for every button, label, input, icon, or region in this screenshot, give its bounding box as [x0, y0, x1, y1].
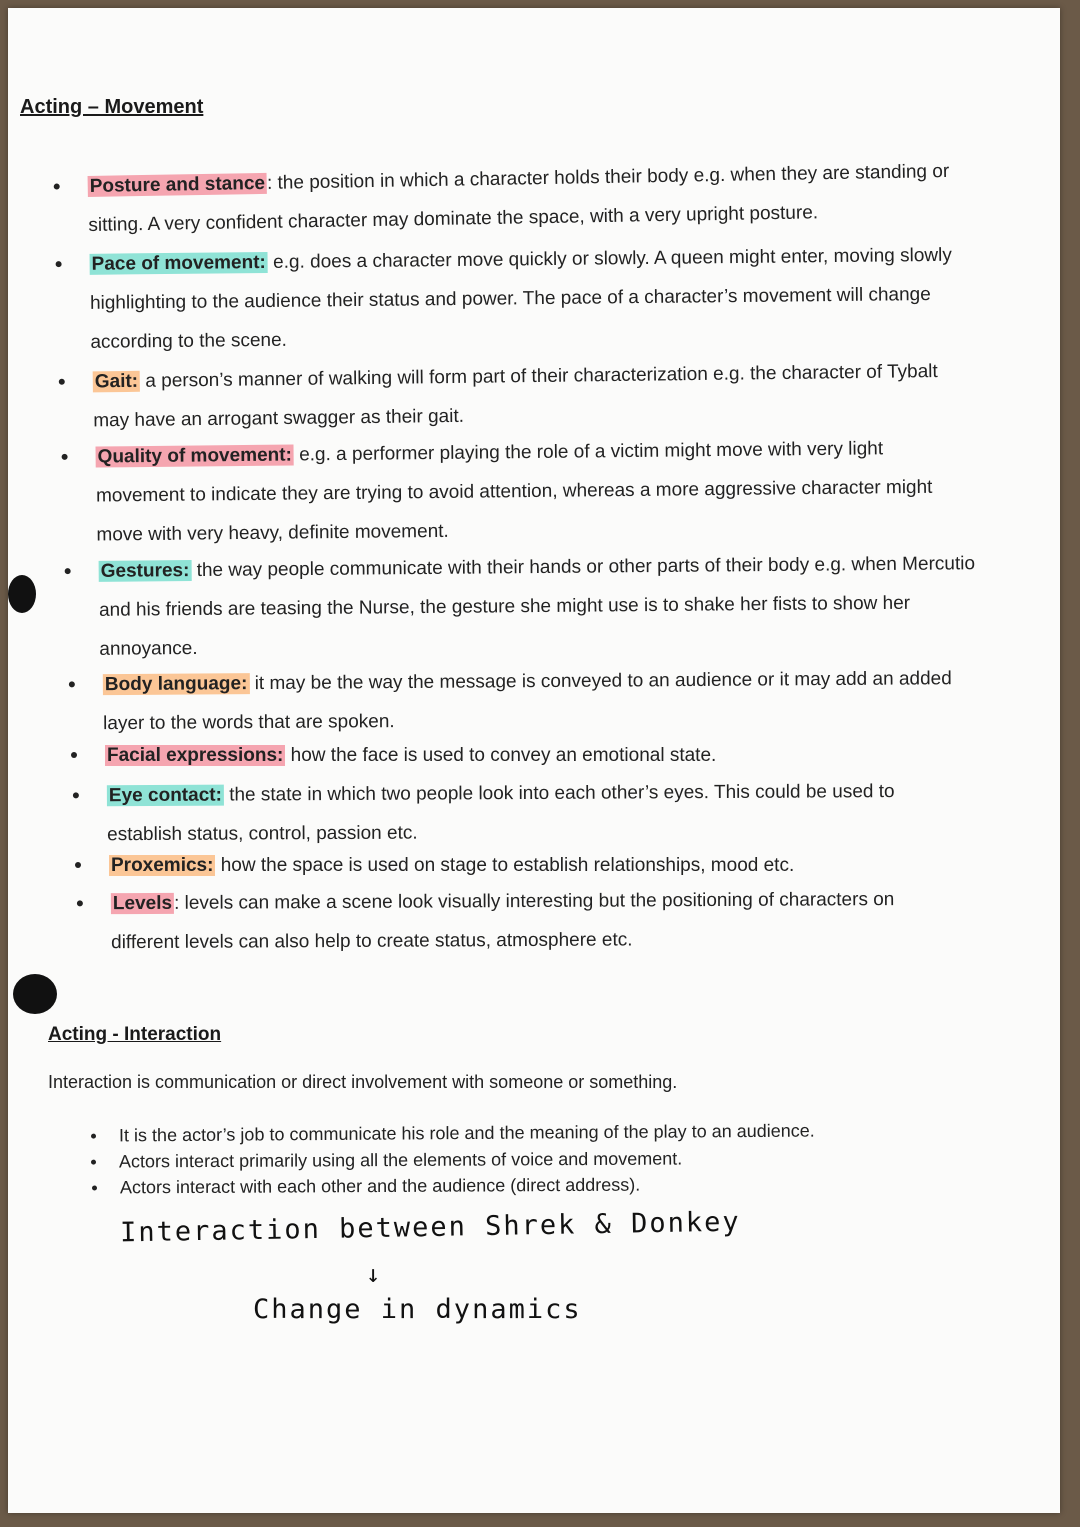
definition-gestures: the way people communicate with their hands or other parts of their body e.g. when Mercutio and his friends are teasing the Nurse, the gesture she might use is to shake her fists to show her annoyance. [98, 553, 976, 660]
interaction-heading: Acting - Interaction [48, 1024, 222, 1045]
definition-gait: a person’s manner of walking will form part of their characterization e.g. the character of Tybalt may have an arrogant swagger as their gait. [93, 361, 938, 432]
term-posture-and-stance: Posture and stance [89, 172, 266, 197]
movement-item-body-language [103, 659, 999, 743]
movement-item-pace [89, 235, 1010, 362]
definition-quality-of-movement: e.g. a performer playing the role of a victim might move with very light movement to indicate they are trying to avoid attention, whereas a more aggressive character might move with very heavy, definite movement. [95, 438, 933, 546]
movement-item-gait [93, 352, 974, 441]
term-facial-expressions: Facial expressions: [107, 745, 284, 766]
definition-levels: : levels can make a scene look visually interesting but the positioning of characters on different levels can also help to create status, atmosphere etc. [111, 889, 895, 954]
term-proxemics: Proxemics: [111, 855, 214, 876]
movement-item-proxemics [109, 846, 989, 885]
movement-item-quality [95, 428, 966, 554]
handwritten-note-line: Change in dynamics [253, 1294, 582, 1325]
term-eye-contact: Eye contact: [108, 784, 222, 807]
term-gestures: Gestures: [100, 560, 190, 582]
interaction-bullet: Actors interact with each other and the audience (direct address). [120, 1172, 640, 1201]
definition-proxemics: how the space is used on stage to establish relationships, mood etc. [215, 855, 795, 876]
arrow-down-icon: ↓ [366, 1260, 383, 1288]
interaction-intro: Interaction is communication or direct involvement with someone or something. [48, 1072, 678, 1092]
interaction-bullet: It is the actor’s job to communicate his role and the meaning of the play to an audience. [119, 1118, 815, 1149]
movement-item-posture [87, 151, 1003, 245]
term-quality-of-movement: Quality of movement: [97, 444, 292, 468]
definition-facial-expressions: how the face is used to convey an emotional state. [285, 745, 717, 766]
movement-item-facial-expressions [105, 736, 985, 775]
paper-page [8, 8, 1060, 1513]
movement-item-eye-contact [107, 772, 947, 854]
movement-item-levels [111, 880, 941, 962]
punch-hole [13, 974, 57, 1014]
punch-hole [8, 575, 36, 613]
handwritten-note-line: Interaction between Shrek & Donkey [119, 1206, 741, 1249]
term-levels: Levels [112, 892, 173, 915]
movement-item-gestures [99, 544, 980, 669]
term-body-language: Body language: [104, 673, 248, 696]
movement-heading: Acting – Movement [20, 96, 204, 118]
definition-eye-contact: the state in which two people look into each other’s eyes. This could be used to establish status, control, passion etc. [107, 781, 895, 846]
definition-body-language: it may be the way the message is conveyed to an audience or it may add an added layer to the words that are spoken. [103, 668, 952, 735]
definition-posture-and-stance: : the position in which a character holds their body e.g. when they are standing or sitting. A very confident character may dominate the space, with a very upright posture. [88, 160, 950, 236]
term-gait: Gait: [94, 370, 139, 393]
interaction-bullet: Actors interact primarily using all the elements of voice and movement. [119, 1146, 682, 1175]
term-pace-of-movement: Pace of movement: [91, 251, 266, 275]
definition-pace-of-movement: e.g. does a character move quickly or slowly. A queen might enter, moving slowly highlighting to the audience their status and power. The pace of a character’s movement will change according to the scene. [89, 244, 952, 353]
